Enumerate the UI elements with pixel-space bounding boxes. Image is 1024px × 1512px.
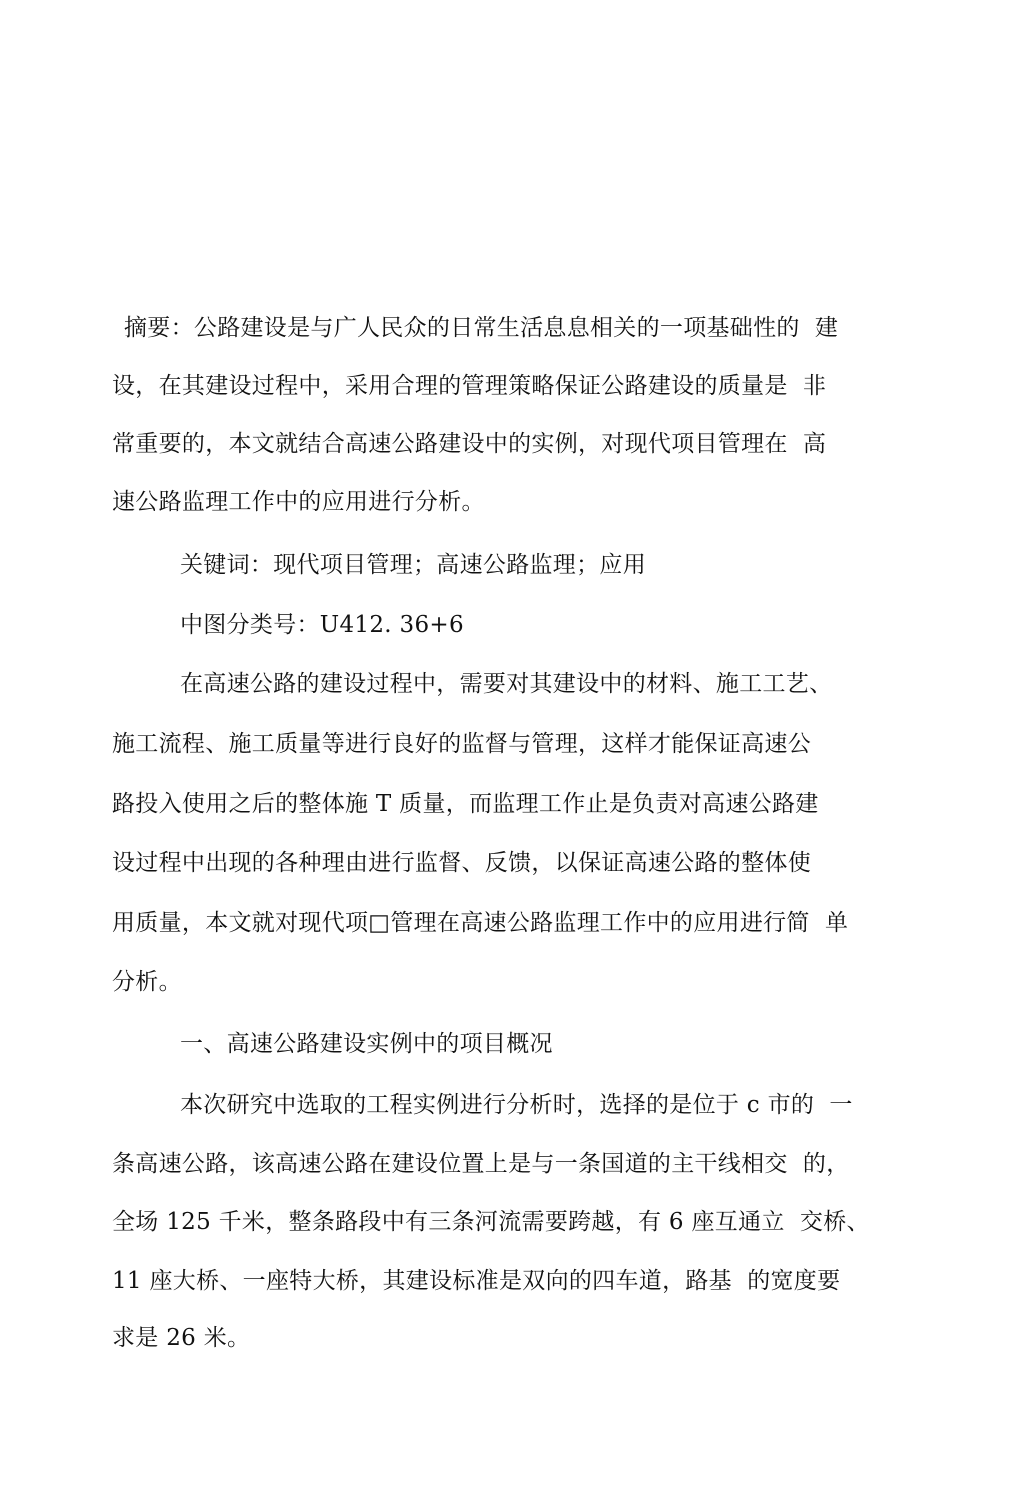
- abstract-line-2: 设，在其建设过程中，采用合理的管理策略保证公路建设的质量是 非: [112, 373, 827, 399]
- intro-line-4: 设过程中出现的各种理由进行监督、反馈，以保证高速公路的整体使: [112, 850, 811, 876]
- intro-line-5: 用质量，本文就对现代项□管理在高速公路监理工作中的应用进行简 单: [112, 910, 849, 936]
- section-line-3: 全场 125 千米，整条路段中有三条河流需要跨越，有 6 座互通立 交桥、: [112, 1209, 870, 1235]
- intro-line-6: 分析。: [112, 969, 182, 995]
- classification-number: 中图分类号：U412. 36+6: [180, 612, 464, 638]
- section-line-5: 求是 26 米。: [112, 1325, 251, 1351]
- abstract-line-1: 摘要：公路建设是与广人民众的日常生活息息相关的一项基础性的 建: [124, 315, 839, 341]
- section-line-4: 11 座大桥、一座特大桥，其建设标准是双向的四车道，路基 的宽度要: [112, 1268, 841, 1294]
- section-line-2: 条高速公路，该高速公路在建设位置上是与一条国道的主干线相交 的，: [112, 1151, 850, 1177]
- intro-line-1: 在高速公路的建设过程中，需要对其建设中的材料、施工工艺、: [180, 671, 833, 697]
- section-line-1: 本次研究中选取的工程实例进行分析时，选择的是位于 c 市的 一: [180, 1092, 853, 1118]
- abstract-line-3: 常重要的，本文就结合高速公路建设中的实例，对现代项目管理在 高: [112, 431, 827, 457]
- intro-line-2: 施工流程、施工质量等进行良好的监督与管理，这样才能保证高速公: [112, 731, 811, 757]
- keywords: 关键词：现代项目管理；高速公路监理；应用: [180, 552, 646, 578]
- intro-line-3: 路投入使用之后的整体施 T 质量，而监理工作止是负责对高速公路建: [112, 791, 819, 817]
- section-heading: 一、高速公路建设实例中的项目概况: [180, 1031, 553, 1057]
- abstract-line-4: 速公路监理工作中的应用进行分析。: [112, 489, 485, 515]
